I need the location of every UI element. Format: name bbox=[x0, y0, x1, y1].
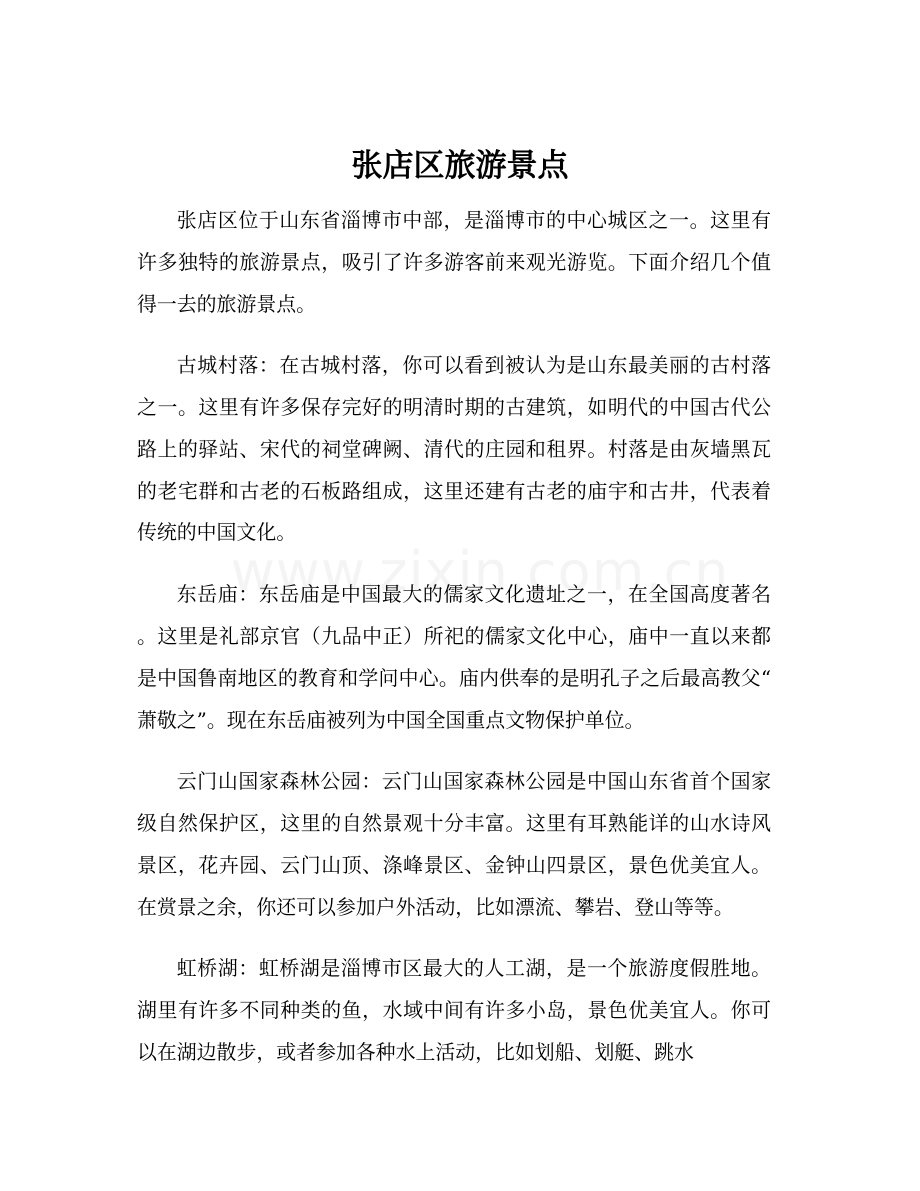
document-title: 张店区旅游景点 bbox=[351, 148, 569, 184]
paragraph-hongqiao-lake: 虹桥湖：虹桥湖是淄博市区最大的人工湖，是一个旅游度假胜地。湖里有许多不同种类的鱼，水域中间有许多小岛，景色优美宜人。你可以在湖边散步，或者参加各种水上活动，比如划船、划艇、跳水 bbox=[137, 957, 771, 1064]
paragraph-dongyue-temple: 东岳庙：东岳庙是中国最大的儒家文化遗址之一，在全国高度著名。这里是礼部京官（九品中正）所祀的儒家文化中心，庙中一直以来都是中国鲁南地区的教育和学问中心。庙内供奉的是明孔子之后最高教父“萧敬之”。现在东岳庙被列为中国全国重点文物保护单位。 bbox=[137, 583, 771, 732]
paragraph-ancient-village: 古城村落：在古城村落，你可以看到被认为是山东最美丽的古村落之一。这里有许多保存完好的明清时期的古建筑，如明代的中国古代公路上的驿站、宋代的祠堂碑阙、清代的庄园和租界。村落是由灰墙黑瓦的老宅群和古老的石板路组成，这里还建有古老的庙宇和古井，代表着传统的中国文化。 bbox=[137, 354, 771, 545]
paragraph-intro: 张店区位于山东省淄博市中部，是淄博市的中心城区之一。这里有许多独特的旅游景点，吸引了许多游客前来观光游览。下面介绍几个值得一去的旅游景点。 bbox=[137, 209, 771, 316]
document-body bbox=[137, 200, 771, 1094]
paragraph-yunmen-mountain: 云门山国家森林公园：云门山国家森林公园是中国山东省首个国家级自然保护区，这里的自然景观十分丰富。这里有耳熟能详的山水诗风景区，花卉园、云门山顶、涤峰景区、金钟山四景区，景色优美宜人。在赏景之余，你还可以参加户外活动，比如漂流、攀岩、登山等等。 bbox=[137, 770, 771, 919]
